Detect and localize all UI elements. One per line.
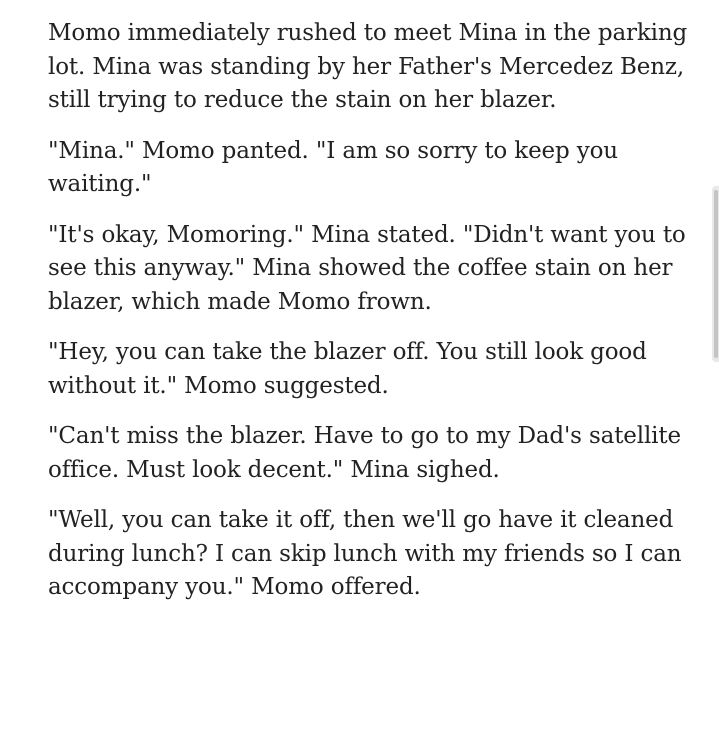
- story-text: [48, 17, 688, 622]
- story-paragraph-1: Momo immediately rushed to meet Mina in the parking lot. Mina was standing by her Father's Mercedez Benz, still trying to reduce the stain on her blazer.: [48, 20, 688, 113]
- story-paragraph-5: "Can't miss the blazer. Have to go to my Dad's satellite office. Must look decent." Mina sighed.: [48, 423, 681, 483]
- story-paragraph-6: "Well, you can take it off, then we'll go have it cleaned during lunch? I can skip lunch with my friends so I can accompany you." Momo offered.: [48, 507, 682, 600]
- story-paragraph-3: "It's okay, Momoring." Mina stated. "Didn't want you to see this anyway." Mina showed the coffee stain on her blazer, which made Momo frown.: [48, 221, 686, 315]
- story-paragraph-4: "Hey, you can take the blazer off. You still look good without it." Momo suggested.: [48, 339, 647, 399]
- story-paragraph-2: "Mina." Momo panted. "I am so sorry to keep you waiting.": [48, 137, 618, 197]
- scrollbar-thumb[interactable]: [714, 190, 718, 358]
